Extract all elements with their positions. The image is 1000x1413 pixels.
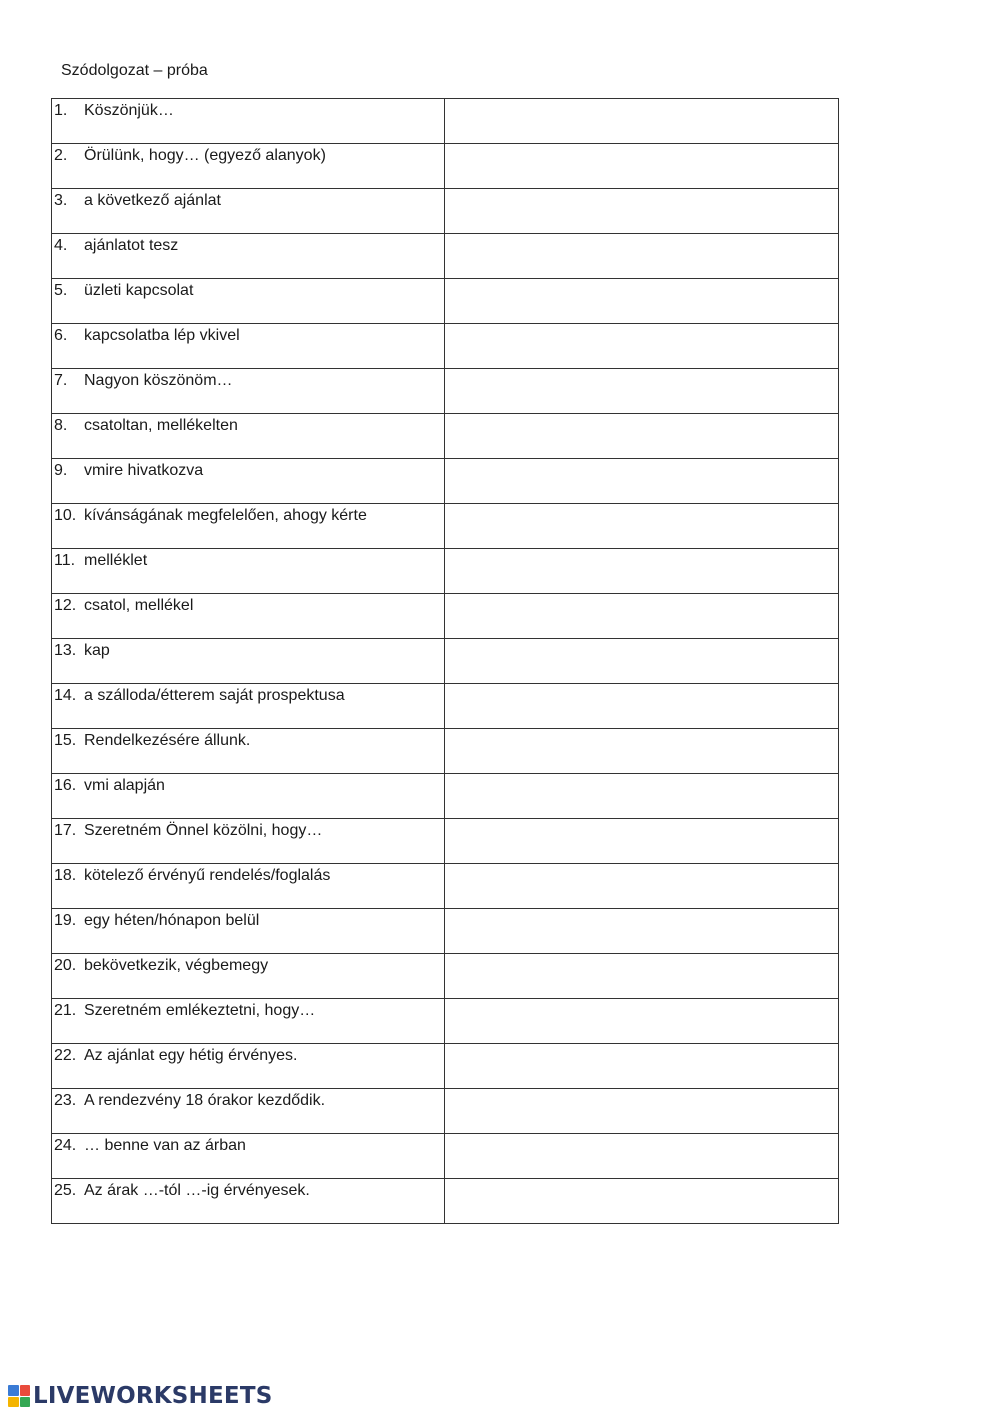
- answer-input[interactable]: [445, 774, 838, 818]
- answer-input[interactable]: [445, 144, 838, 188]
- answer-input[interactable]: [445, 819, 838, 863]
- term-number: 1.: [54, 102, 68, 119]
- term-cell: [52, 729, 445, 774]
- term-content: [52, 1134, 444, 1156]
- table-row: [52, 1044, 839, 1089]
- term-number: 24.: [54, 1137, 77, 1154]
- term-cell: [52, 99, 445, 144]
- term-cell: [52, 234, 445, 279]
- answer-input[interactable]: [445, 504, 838, 548]
- term-number: 3.: [54, 192, 68, 209]
- term-text: Örülünk, hogy… (egyező alanyok): [84, 147, 326, 164]
- term-text: bekövetkezik, végbemegy: [84, 957, 269, 974]
- answer-input[interactable]: [445, 954, 838, 998]
- term-number: 11.: [54, 552, 76, 569]
- answer-input[interactable]: [445, 1179, 838, 1223]
- term-number: 16.: [54, 777, 77, 794]
- table-row: [52, 1134, 839, 1179]
- term-text: kívánságának megfelelően, ahogy kérte: [84, 507, 367, 524]
- term-content: [52, 459, 444, 481]
- term-number: 2.: [54, 147, 68, 164]
- table-row: [52, 234, 839, 279]
- term-cell: [52, 864, 445, 909]
- answer-cell: [445, 639, 839, 684]
- table-row: [52, 504, 839, 549]
- term-content: [52, 954, 444, 976]
- table-row: [52, 729, 839, 774]
- term-cell: [52, 504, 445, 549]
- answer-cell: [445, 1179, 839, 1224]
- table-row: [52, 459, 839, 504]
- table-row: [52, 189, 839, 234]
- term-content: [52, 909, 444, 931]
- table-row: [52, 414, 839, 459]
- term-number: 12.: [54, 597, 77, 614]
- term-text: a szálloda/étterem saját prospektusa: [84, 687, 345, 704]
- answer-cell: [445, 414, 839, 459]
- answer-input[interactable]: [445, 189, 838, 233]
- table-row: [52, 954, 839, 999]
- term-text: üzleti kapcsolat: [84, 282, 194, 299]
- answer-cell: [445, 774, 839, 819]
- term-number: 4.: [54, 237, 68, 254]
- answer-cell: [445, 279, 839, 324]
- answer-input[interactable]: [445, 594, 838, 638]
- term-number: 5.: [54, 282, 68, 299]
- answer-input[interactable]: [445, 909, 838, 953]
- answer-input[interactable]: [445, 1044, 838, 1088]
- term-content: [52, 549, 444, 571]
- answer-input[interactable]: [445, 459, 838, 503]
- brand-text: LIVEWORKSHEETS: [33, 1383, 273, 1409]
- term-text: vmire hivatkozva: [84, 462, 204, 479]
- answer-input[interactable]: [445, 684, 838, 728]
- term-cell: [52, 954, 445, 999]
- term-content: [52, 414, 444, 436]
- term-number: 20.: [54, 957, 77, 974]
- term-text: ajánlatot tesz: [84, 237, 179, 254]
- table-row: [52, 684, 839, 729]
- vocab-table-body: [52, 99, 839, 1224]
- term-cell: [52, 279, 445, 324]
- table-row: [52, 774, 839, 819]
- answer-cell: [445, 864, 839, 909]
- term-number: 6.: [54, 327, 68, 344]
- term-text: csatoltan, mellékelten: [84, 417, 238, 434]
- answer-cell: [445, 549, 839, 594]
- term-content: [52, 144, 444, 166]
- term-cell: [52, 1134, 445, 1179]
- term-number: 17.: [54, 822, 77, 839]
- answer-cell: [445, 1044, 839, 1089]
- term-content: [52, 279, 444, 301]
- term-cell: [52, 594, 445, 639]
- term-content: [52, 234, 444, 256]
- term-content: [52, 999, 444, 1021]
- term-content: [52, 99, 444, 121]
- term-cell: [52, 999, 445, 1044]
- term-content: [52, 1089, 444, 1111]
- term-cell: [52, 459, 445, 504]
- logo-square-green: [20, 1397, 31, 1408]
- term-number: 21.: [54, 1002, 77, 1019]
- table-row: [52, 324, 839, 369]
- term-text: csatol, mellékel: [84, 597, 194, 614]
- vocab-table: [51, 98, 839, 1224]
- term-text: kap: [84, 642, 110, 659]
- term-cell: [52, 189, 445, 234]
- term-text: kötelező érvényű rendelés/foglalás: [84, 867, 331, 884]
- term-content: [52, 324, 444, 346]
- answer-input[interactable]: [445, 549, 838, 593]
- table-row: [52, 594, 839, 639]
- term-number: 7.: [54, 372, 68, 389]
- term-cell: [52, 684, 445, 729]
- term-cell: [52, 414, 445, 459]
- answer-cell: [445, 504, 839, 549]
- term-number: 15.: [54, 732, 77, 749]
- term-number: 10.: [54, 507, 77, 524]
- answer-input[interactable]: [445, 1089, 838, 1133]
- answer-input[interactable]: [445, 279, 838, 323]
- term-number: 22.: [54, 1047, 77, 1064]
- answer-cell: [445, 369, 839, 414]
- liveworksheets-brand[interactable]: [8, 1383, 272, 1409]
- answer-cell: [445, 999, 839, 1044]
- page-title: Szódolgozat – próba: [61, 62, 208, 79]
- term-number: 14.: [54, 687, 77, 704]
- answer-input[interactable]: [445, 369, 838, 413]
- term-cell: [52, 1044, 445, 1089]
- answer-cell: [445, 594, 839, 639]
- term-cell: [52, 1089, 445, 1134]
- answer-input[interactable]: [445, 729, 838, 773]
- answer-input[interactable]: [445, 1134, 838, 1178]
- term-cell: [52, 1179, 445, 1224]
- table-row: [52, 1179, 839, 1224]
- answer-input[interactable]: [445, 639, 838, 683]
- term-content: [52, 684, 444, 706]
- term-cell: [52, 909, 445, 954]
- term-content: [52, 1044, 444, 1066]
- term-text: vmi alapján: [84, 777, 165, 794]
- term-content: [52, 189, 444, 211]
- term-cell: [52, 549, 445, 594]
- term-text: Szeretném Önnel közölni, hogy…: [84, 822, 323, 839]
- term-text: Nagyon köszönöm…: [84, 372, 233, 389]
- term-text: Rendelkezésére állunk.: [84, 732, 251, 749]
- answer-cell: [445, 819, 839, 864]
- term-content: [52, 864, 444, 886]
- term-content: [52, 594, 444, 616]
- term-text: Szeretném emlékeztetni, hogy…: [84, 1002, 316, 1019]
- term-cell: [52, 324, 445, 369]
- term-number: 13.: [54, 642, 77, 659]
- answer-cell: [445, 684, 839, 729]
- liveworksheets-logo-icon: [8, 1385, 30, 1407]
- term-text: egy héten/hónapon belül: [84, 912, 260, 929]
- table-row: [52, 819, 839, 864]
- term-content: [52, 729, 444, 751]
- term-text: A rendezvény 18 órakor kezdődik.: [84, 1092, 326, 1109]
- term-content: [52, 639, 444, 661]
- table-row: [52, 369, 839, 414]
- answer-cell: [445, 1134, 839, 1179]
- table-row: [52, 279, 839, 324]
- answer-cell: [445, 729, 839, 774]
- table-row: [52, 549, 839, 594]
- logo-square-red: [20, 1385, 31, 1396]
- term-cell: [52, 819, 445, 864]
- term-cell: [52, 369, 445, 414]
- term-text: melléklet: [84, 552, 148, 569]
- answer-cell: [445, 909, 839, 954]
- answer-input[interactable]: [445, 414, 838, 458]
- term-content: [52, 774, 444, 796]
- term-number: 8.: [54, 417, 68, 434]
- term-number: 25.: [54, 1182, 77, 1199]
- term-text: Az árak …-tól …-ig érvényesek.: [84, 1182, 310, 1199]
- answer-input[interactable]: [445, 324, 838, 368]
- answer-cell: [445, 324, 839, 369]
- table-row: [52, 909, 839, 954]
- term-number: 18.: [54, 867, 77, 884]
- term-content: [52, 504, 444, 526]
- answer-input[interactable]: [445, 999, 838, 1043]
- term-content: [52, 1179, 444, 1201]
- logo-square-yellow: [8, 1397, 19, 1408]
- table-row: [52, 999, 839, 1044]
- answer-cell: [445, 1089, 839, 1134]
- term-cell: [52, 639, 445, 684]
- answer-input[interactable]: [445, 864, 838, 908]
- answer-cell: [445, 459, 839, 504]
- table-row: [52, 144, 839, 189]
- term-number: 9.: [54, 462, 68, 479]
- term-cell: [52, 144, 445, 189]
- table-row: [52, 99, 839, 144]
- term-text: … benne van az árban: [84, 1137, 246, 1154]
- table-row: [52, 864, 839, 909]
- term-text: Köszönjük…: [84, 102, 174, 119]
- answer-cell: [445, 234, 839, 279]
- answer-cell: [445, 954, 839, 999]
- term-number: 23.: [54, 1092, 77, 1109]
- answer-cell: [445, 189, 839, 234]
- table-row: [52, 1089, 839, 1134]
- term-cell: [52, 774, 445, 819]
- answer-input[interactable]: [445, 234, 838, 278]
- term-content: [52, 819, 444, 841]
- answer-cell: [445, 144, 839, 189]
- answer-cell: [445, 99, 839, 144]
- table-row: [52, 639, 839, 684]
- answer-input[interactable]: [445, 99, 838, 143]
- term-text: kapcsolatba lép vkivel: [84, 327, 240, 344]
- term-text: Az ajánlat egy hétig érvényes.: [84, 1047, 298, 1064]
- term-text: a következő ajánlat: [84, 192, 221, 209]
- term-number: 19.: [54, 912, 77, 929]
- logo-square-blue: [8, 1385, 19, 1396]
- term-content: [52, 369, 444, 391]
